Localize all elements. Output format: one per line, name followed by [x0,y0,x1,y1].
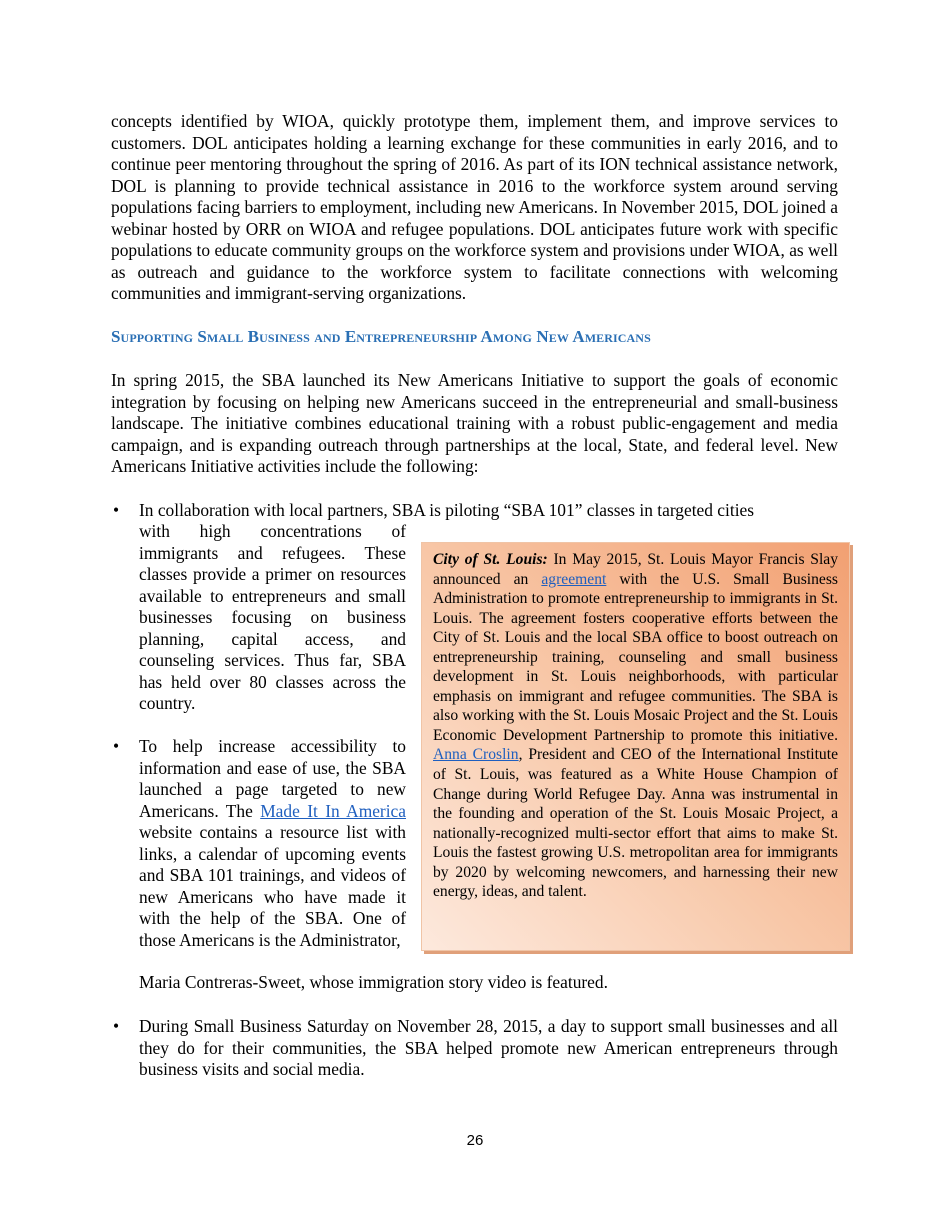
made-it-in-america-link[interactable]: Made It In America [260,800,406,821]
bullet-1-first-line: In collaboration with local partners, SBA is piloting “SBA 101” classes in targeted cities [139,500,755,520]
callout-text [433,550,838,902]
bullet-marker: • [113,736,120,756]
callout-text-1: In May 2015, St. Louis Mayor Francis Slay announced an [433,551,838,588]
callout-text-3: , President and CEO of the International Institute of St. Louis, was featured as a White House Champion of Change during World Refugee Day. Anna was instrumental in the founding and operation of the St. Louis Mosaic Project, a nationally-recognized multi-sector effort that aims to make St. Louis the fastest growing U.S. metropolitan area for immigrants by 2020 by welcoming newcomers, and harnessing their new energy, ideas, and talent. [433,746,838,901]
bullet-1-column-text: with high concentrations of immigrants and refugees. These classes provide a primer on resources available to entrepreneurs and small businesses focusing on business planning, capital access, and counseling services. Thus far, SBA has held over 80 classes across the country. [139,521,406,713]
bullet-2-text-before-link: To help increase accessibility to information and ease of use, the SBA launched a page targeted to new Americans. The [139,736,406,821]
bullet-marker: • [113,500,120,520]
bullet-2-text [139,736,406,951]
section-heading: Supporting Small Business and Entrepreneurship Among New Americans [111,327,651,346]
anna-croslin-link[interactable]: Anna Croslin [433,746,519,764]
bullet-2-tail-line: Maria Contreras-Sweet, whose immigration story video is featured. [139,972,608,992]
callout-text-2: with the U.S. Small Business Administration to promote entrepreneurship to immigrants in St. Louis. The agreement fosters cooperative efforts between the City of St. Louis and the local SBA office to boost outreach on entrepreneurship training, counseling and small business development in St. Louis neighborhoods, with particular emphasis on immigrant and refugee communities. The SBA is also working with the St. Louis Mosaic Project and the St. Louis Economic Development Partnership to promote this initiative. [433,570,838,744]
st-louis-callout-box [421,542,850,951]
sba-paragraph: In spring 2015, the SBA launched its New Americans Initiative to support the goals of economic integration by focusing on helping new Americans succeed in the entrepreneurial and small-business landscape. The initiative combines educational training with a robust public-engagement and media campaign, and is expanding outreach through partnerships at the local, State, and federal level. New Americans Initiative activities include the following: [111,370,838,476]
agreement-link[interactable]: agreement [541,570,607,588]
page-number: 26 [466,1132,484,1149]
callout-title: City of St. Louis: [433,551,548,568]
bullet-marker: • [113,1016,120,1036]
bullet-2-text-after-link: website contains a resource list with links, a calendar of upcoming events and SBA 101 trainings, and videos of new Americans who have made it with the help of the SBA. One of those Americans is the Administrator, [139,822,406,950]
intro-paragraph: concepts identified by WIOA, quickly prototype them, implement them, and improve services to customers. DOL anticipates holding a learning exchange for these communities in early 2016, and to continue peer mentoring throughout the spring of 2016. As part of its ION technical assistance network, DOL is planning to provide technical assistance in 2016 to the workforce system around serving populations facing barriers to employment, including new Americans. In November 2015, DOL joined a webinar hosted by ORR on WIOA and refugee populations. DOL anticipates future work with specific populations to educate community groups on the workforce system and provisions under WIOA, as well as outreach and guidance to the workforce system to facilitate connections with welcoming communities and immigrant-serving organizations. [111,111,838,303]
bullet-3-text: During Small Business Saturday on November 28, 2015, a day to support small businesses and all they do for their communities, the SBA helped promote new American entrepreneurs through business visits and social media. [139,1016,838,1079]
